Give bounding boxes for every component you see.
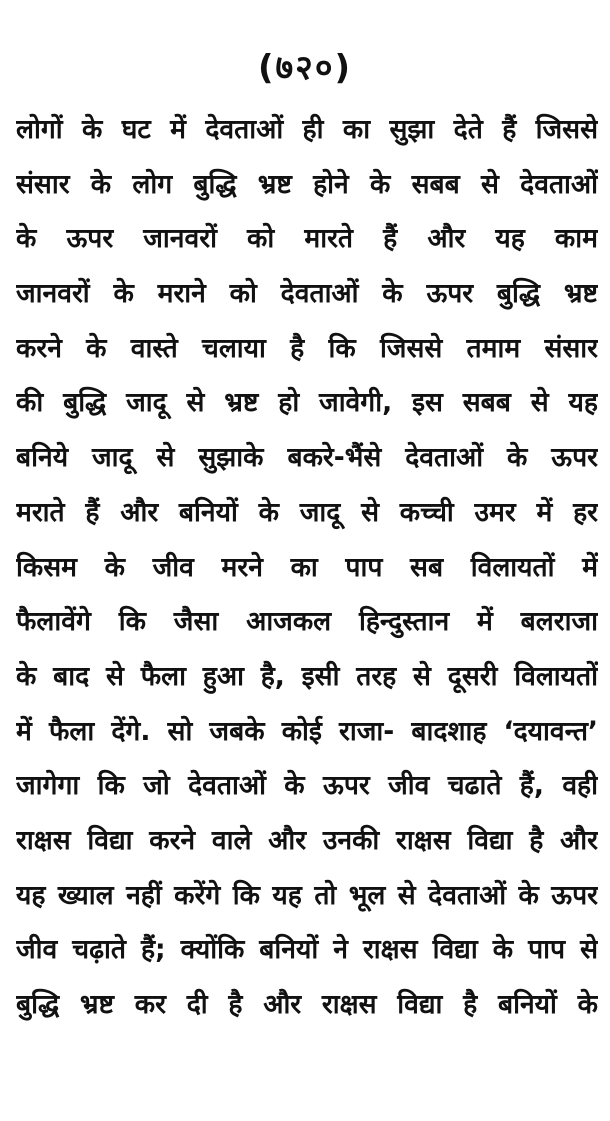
text-line: के ऊपर जानवरों को मारते हैं और यह काम (16, 223, 598, 255)
text-line: जागेगा कि जो देवताओं के ऊपर जीव चढाते हैं, वही (16, 770, 598, 802)
text-line: राक्षस विद्या करने वाले और उनकी राक्षस विद्या है और (16, 824, 598, 856)
text-line: लोगों के घट में देवताओं ही का सुझा देते हैं जिससे (16, 114, 598, 145)
text-line: यह ख्याल नहीं करेंगे कि यह तो भूल से देवताओं के ऊपर (16, 879, 598, 911)
text-line: में फैला देंगे. सो जबके कोई राजा- बादशाह ‘दयावन्त’ (16, 715, 598, 747)
text-line: मराते हैं और बनियों के जादू से कच्ची उमर में हर (16, 496, 598, 528)
text-line: किसम के जीव मरने का पाप सब विलायतों में (16, 551, 598, 583)
text-line: बुद्धि भ्रष्ट कर दी है और राक्षस विद्या है बनियों के (16, 989, 598, 1020)
text-line: जीव चढ़ाते हैं; क्योंकि बनियों ने राक्षस विद्या के पाप से (16, 934, 598, 966)
text-line: बनिये जादू से सुझाके बकरे-भैंसे देवताओं के ऊपर (16, 442, 598, 474)
text-line: करने के वास्ते चलाया है कि जिससे तमाम संसार (16, 332, 598, 364)
text-line: जानवरों के मराने को देवताओं के ऊपर बुद्धि भ्रष्ट (16, 278, 598, 310)
page-number: (७२०) (257, 48, 353, 88)
text-line: फैलावेंगे कि जैसा आजकल हिन्दुस्तान में बलराजा (16, 606, 598, 638)
text-line: की बुद्धि जादू से भ्रष्ट हो जावेगी, इस सबब से यह (16, 387, 598, 419)
body-text (16, 103, 598, 1033)
text-line: संसार के लोग बुद्धि भ्रष्ट होने के सबब से देवताओं (16, 168, 598, 200)
text-line: के बाद से फैला हुआ है, इसी तरह से दूसरी विलायतों (16, 660, 598, 692)
